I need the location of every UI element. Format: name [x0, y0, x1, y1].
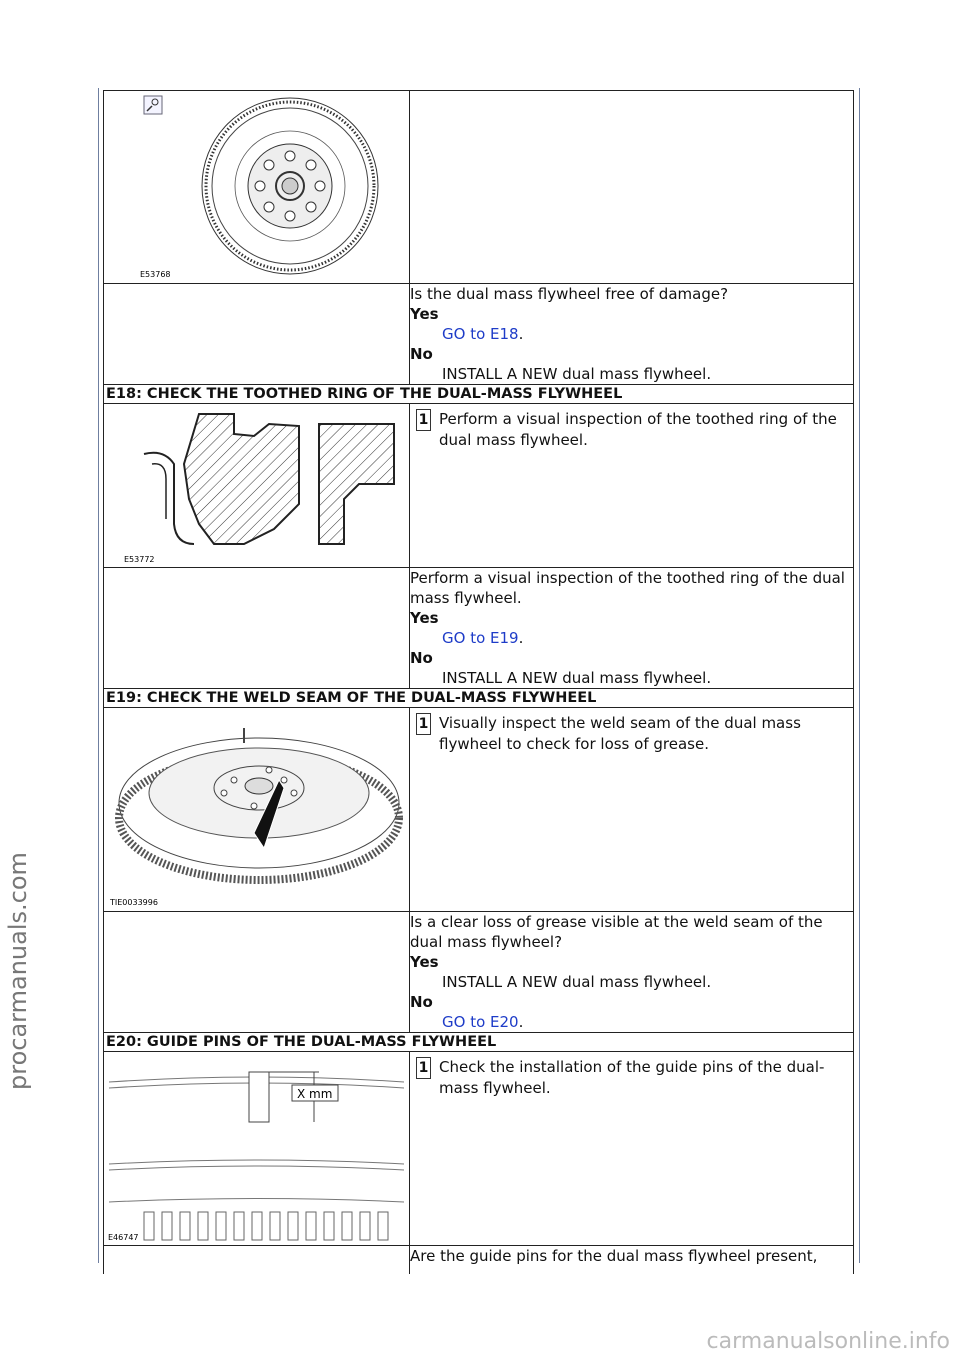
no-action: INSTALL A NEW dual mass flywheel.	[442, 365, 712, 383]
goto-e19-link[interactable]: GO to E19	[442, 629, 519, 647]
zoom-icon[interactable]	[144, 96, 162, 114]
empty-cell	[410, 91, 854, 284]
right-margin-line	[859, 88, 860, 1263]
step-text: Visually inspect the weld seam of the dual mass flywheel to check for loss of grease.	[439, 714, 801, 753]
figure-cell	[104, 708, 410, 912]
question-cell	[410, 1246, 854, 1274]
dimension-label: X mm	[297, 1087, 333, 1101]
left-margin-line	[98, 88, 99, 1263]
figure-label: TIE0033996	[110, 898, 158, 907]
question-cell	[410, 912, 854, 1033]
side-watermark: procarmanuals.com	[4, 852, 32, 1090]
flywheel-figure	[104, 91, 409, 283]
section-header-e18: E18: CHECK THE TOOTHED RING OF THE DUAL-MASS FLYWHEEL	[104, 385, 854, 404]
step-cell	[410, 404, 854, 568]
yes-label: Yes	[410, 953, 439, 971]
question-cell	[410, 284, 854, 385]
question-cell	[410, 568, 854, 689]
goto-e18-link[interactable]: GO to E18	[442, 325, 519, 343]
step-number: 1	[416, 409, 431, 431]
section-header-e20: E20: GUIDE PINS OF THE DUAL-MASS FLYWHEEL	[104, 1033, 854, 1052]
figure-cell	[104, 91, 410, 284]
figure-label: E53768	[140, 270, 171, 279]
empty-cell	[104, 1246, 410, 1274]
step-text: Perform a visual inspection of the toothed ring of the dual mass flywheel.	[439, 410, 837, 449]
punct: .	[518, 629, 524, 647]
empty-cell	[104, 284, 410, 385]
empty-cell	[104, 912, 410, 1033]
footer-watermark: carmanualsonline.info	[706, 1329, 950, 1354]
goto-e20-link[interactable]: GO to E20	[442, 1013, 519, 1031]
procedure-table	[103, 90, 854, 1274]
yes-label: Yes	[410, 305, 439, 323]
weld-seam-figure	[104, 708, 409, 911]
yes-action: INSTALL A NEW dual mass flywheel.	[442, 973, 712, 991]
figure-label: E53772	[124, 555, 155, 564]
no-label: No	[410, 649, 433, 667]
no-action: INSTALL A NEW dual mass flywheel.	[442, 669, 712, 687]
figure-cell	[104, 1052, 410, 1246]
punct: .	[518, 325, 524, 343]
punct: .	[518, 1013, 524, 1031]
toothed-ring-figure	[104, 404, 409, 567]
yes-label: Yes	[410, 609, 439, 627]
guide-pin-figure	[104, 1052, 409, 1245]
step-cell	[410, 1052, 854, 1246]
step-number: 1	[416, 713, 431, 735]
no-label: No	[410, 993, 433, 1011]
step-cell	[410, 708, 854, 912]
question-text: Is a clear loss of grease visible at the weld seam of the dual mass flywheel?	[410, 913, 823, 951]
section-header-e19: E19: CHECK THE WELD SEAM OF THE DUAL-MASS FLYWHEEL	[104, 689, 854, 708]
question-text: Perform a visual inspection of the toothed ring of the dual mass flywheel.	[410, 569, 845, 607]
step-number: 1	[416, 1057, 431, 1079]
no-label: No	[410, 345, 433, 363]
figure-cell	[104, 404, 410, 568]
question-text: Are the guide pins for the dual mass flywheel present,	[410, 1247, 818, 1265]
step-text: Check the installation of the guide pins of the dual-mass flywheel.	[439, 1058, 825, 1097]
question-text: Is the dual mass flywheel free of damage?	[410, 285, 729, 303]
empty-cell	[104, 568, 410, 689]
figure-label: E46747	[108, 1233, 139, 1242]
